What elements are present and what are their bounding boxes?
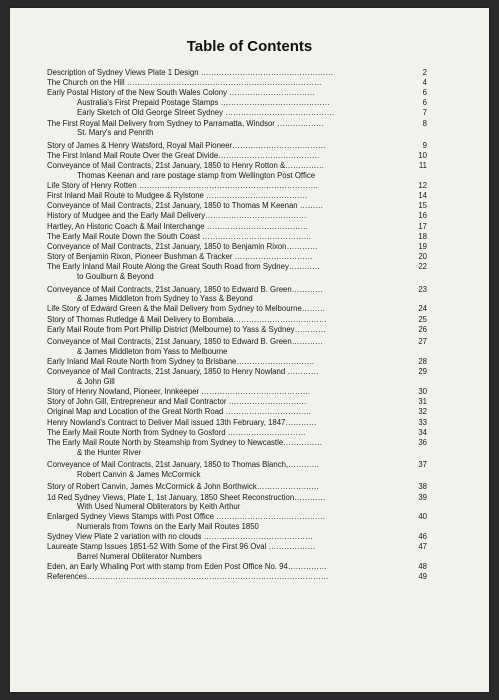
- toc-page-number: 37: [418, 460, 427, 470]
- toc-entry-title: Conveyance of Mail Contracts, 21st January, 1850 to Edward B. Green…………: [47, 337, 323, 347]
- toc-entry: [47, 262, 427, 281]
- toc-entry: [47, 337, 427, 356]
- toc-page-number: 2: [422, 67, 427, 77]
- toc-entry: [47, 324, 427, 335]
- toc-entry-title: Eden, an Early Whaling Port with stamp from Eden Post Office No. 94……………: [47, 562, 327, 572]
- toc-page-number: 26: [418, 324, 427, 334]
- toc-entry-title: Conveyance of Mail Contracts, 21st January, 1850 to Henry Rotton &……………: [47, 161, 325, 171]
- toc-entry-title: Description of Sydney Views Plate 1 Design ……………………………………………: [47, 67, 334, 77]
- toc-entry: [47, 67, 427, 78]
- toc-page-number: 33: [418, 417, 427, 427]
- toc-page-number: 49: [418, 572, 427, 582]
- toc-entry: [47, 211, 427, 221]
- toc-entry: [47, 562, 427, 572]
- toc-entry-continuation: With Used Numeral Obliterators by Keith Arthur: [77, 502, 241, 512]
- toc-entry: [47, 150, 427, 161]
- toc-entry: [47, 357, 427, 367]
- toc-entry-title: Life Story of Edward Green & the Mail Delivery from Sydney to Melbourne………: [47, 304, 326, 314]
- toc-page-number: 32: [418, 407, 427, 417]
- toc-entry-title: Sydney View Plate 2 variation with no clouds ……………………………………: [47, 532, 313, 542]
- toc-page-number: 30: [418, 387, 427, 397]
- toc-entry: [47, 231, 427, 242]
- toc-page-number: 46: [418, 532, 427, 542]
- toc-entry: [47, 417, 427, 428]
- toc-page-number: 6: [422, 98, 427, 108]
- toc-entry: [47, 108, 427, 118]
- toc-entry-title: First Inland Mail Route to Mudgee & Rylstone …………………………………: [47, 191, 308, 201]
- toc-entry: [47, 314, 427, 325]
- toc-page-number: 6: [422, 87, 427, 97]
- toc-page-number: 24: [418, 304, 427, 314]
- toc-entry: [47, 460, 427, 479]
- toc-entry-continuation: & James Middleton from Sydney to Yass & Beyond: [77, 294, 253, 304]
- toc-page-number: 8: [422, 118, 427, 128]
- toc-entry: [47, 98, 427, 108]
- toc-entry: [47, 140, 427, 151]
- toc-entry-title: The First Royal Mail Delivery from Sydney to Parramatta, Windsor ………………: [47, 118, 324, 128]
- toc-entry: [47, 397, 427, 407]
- toc-entry-title: References…………………………………………………………………………………: [47, 572, 329, 582]
- toc-page-number: 14: [418, 191, 427, 201]
- toc-entry-title: The First Inland Mail Route Over the Great Divide…………………………………: [47, 150, 320, 160]
- toc-page-number: 27: [418, 337, 427, 347]
- toc-entry-title: Early Inland Mail Route North from Sydney to Brisbane…………………………: [47, 357, 315, 367]
- toc-entry: [47, 118, 427, 138]
- toc-page-number: 12: [418, 180, 427, 190]
- toc-entry-title: Story of Benjamin Rixon, Pioneer Bushman & Tracker …………………………: [47, 252, 313, 262]
- toc-entry-title: Early Sketch of Old George Street Sydney ……………………………………: [77, 108, 335, 118]
- toc-entry-title: Early Postal History of the New South Wales Colony ……………………………: [47, 87, 315, 97]
- toc-entry-continuation: & John Gill: [77, 376, 115, 386]
- toc-page-number: 31: [418, 397, 427, 407]
- toc-entry-continuation: & the Hunter River: [77, 447, 142, 457]
- toc-page-number: 36: [418, 438, 427, 447]
- toc-page-number: 23: [418, 284, 427, 294]
- toc-entry-title: Story of Robert Canvin, James McCormick & John Borthwick……………………: [47, 482, 320, 492]
- toc-page-number: 22: [418, 262, 427, 272]
- toc-entry-continuation: Numerals from Towns on the Early Mail Routes 1850: [77, 521, 259, 531]
- toc-entry-title: Conveyance of Mail Contracts, 21st January, 1850 to Edward B. Green…………: [47, 284, 323, 294]
- toc-page-number: 10: [418, 150, 427, 160]
- toc-page-number: 48: [418, 562, 427, 572]
- toc-entry-title: The Early Inland Mail Route Along the Great South Road from Sydney…………: [47, 262, 321, 272]
- toc-entry: [47, 407, 427, 417]
- toc-entry: [47, 438, 427, 457]
- toc-entry: [47, 512, 427, 531]
- toc-entry-title: The Early Mail Route North from Sydney to Gosford …………………………: [47, 427, 306, 437]
- toc-entry: [47, 284, 427, 304]
- page-title: Table of Contents: [186, 38, 313, 55]
- toc-entry-title: Laureate Stamp Issues 1851-52 With Some of the First 96 Oval ………………: [47, 542, 316, 552]
- toc-entry-title: The Early Mail Route North by Steamship from Sydney to Newcastle……………: [47, 438, 323, 447]
- toc-page-number: 7: [422, 108, 427, 118]
- toc-entry: [47, 161, 427, 180]
- toc-page-number: 38: [418, 482, 427, 492]
- toc-page-number: 39: [418, 492, 427, 502]
- toc-entry-continuation: Thomas Keenan and rare postage stamp from Wellington Post Office: [77, 170, 316, 180]
- document-page: [10, 8, 489, 692]
- toc-page-number: 29: [418, 367, 427, 377]
- toc-page-number: 34: [418, 427, 427, 437]
- toc-entry: [47, 252, 427, 262]
- toc-page-number: 40: [418, 512, 427, 522]
- toc-entry-title: Conveyance of Mail Contracts, 21st January, 1850 to Henry Nowland …………: [47, 367, 319, 377]
- toc-entry: [47, 387, 427, 397]
- toc-entry-title: Enlarged Sydney Views Stamps with Post Office ……………………………………: [47, 512, 326, 522]
- toc-entry-title: History of Mudgee and the Early Mail Delivery…………………………………: [47, 211, 307, 221]
- toc-entry-title: Conveyance of Mail Contracts, 21st January, 1850 to Thomas M Keenan ………: [47, 201, 324, 211]
- toc-entry: [47, 242, 427, 252]
- toc-entry: [47, 482, 427, 492]
- toc-entry: [47, 221, 427, 232]
- toc-entry: [47, 201, 427, 211]
- toc-entry-title: Conveyance of Mail Contracts, 21st January, 1850 to Thomas Blanch,…………: [47, 460, 320, 470]
- toc-page-number: 9: [422, 140, 427, 150]
- toc-entry-title: 1d Red Sydney Views, Plate 1, 1st January, 1850 Sheet Reconstruction…………: [47, 492, 326, 502]
- toc-entry-title: Conveyance of Mail Contracts, 21st January, 1850 to Benjamin Rixon…………: [47, 242, 318, 251]
- toc-entry: [47, 77, 427, 88]
- toc-entry-title: Henry Nowland's Contract to Deliver Mail issued 13th February, 1847…………: [47, 417, 317, 427]
- toc-entry-continuation: Barrel Numeral Obliterator Numbers: [77, 551, 202, 561]
- toc-entry-title: Hartley, An Historic Coach & Mail Interchange …………………………………: [47, 221, 309, 231]
- toc-entry-title: Early Mail Route from Port Phillip District (Melbourne) to Yass & Sydney…………: [47, 324, 326, 334]
- toc-entry: [47, 87, 427, 98]
- toc-page-number: 18: [418, 231, 427, 241]
- toc-entry: [47, 542, 427, 561]
- toc-entry-continuation: & James Middleton from Yass to Melbourne: [77, 346, 228, 356]
- toc-page-number: 19: [418, 242, 427, 251]
- table-of-contents: [47, 67, 427, 582]
- toc-entry: [47, 367, 427, 386]
- toc-entry-title: Story of James & Henry Watsford, Royal Mail Pioneer………………………………: [47, 140, 326, 150]
- toc-entry-title: Story of Thomas Rutledge & Mail Delivery to Bombala………………………………: [47, 314, 327, 324]
- toc-entry: [47, 180, 427, 191]
- toc-entry: [47, 191, 427, 201]
- toc-page-number: 20: [418, 252, 427, 262]
- toc-entry-continuation: to Goulburn & Beyond: [77, 271, 154, 281]
- toc-page-number: 11: [418, 161, 427, 171]
- toc-entry: [47, 427, 427, 438]
- toc-entry-continuation: St. Mary's and Penrith: [77, 128, 154, 138]
- toc-entry-continuation: Robert Canvin & James McCormick: [77, 469, 201, 479]
- toc-page-number: 4: [422, 77, 427, 87]
- toc-entry-title: Story of John Gill, Entrepreneur and Mail Contractor …………………………: [47, 397, 307, 407]
- toc-page-number: 17: [418, 221, 427, 231]
- toc-entry: [47, 532, 427, 542]
- toc-entry-title: The Early Mail Route Down the South Coast ……………………………………: [47, 231, 312, 241]
- toc-entry-title: The Church on the Hill …………………………………………………………………: [47, 77, 322, 87]
- toc-page-number: 47: [418, 542, 427, 552]
- toc-entry-title: Original Map and Location of the Great North Road ……………………………: [47, 407, 312, 417]
- toc-page-number: 25: [418, 314, 427, 324]
- toc-entry: [47, 492, 427, 512]
- toc-entry-title: Australia's First Prepaid Postage Stamps ……………………………………: [77, 98, 330, 108]
- toc-page-number: 15: [418, 201, 427, 211]
- toc-entry: [47, 304, 427, 314]
- toc-entry-title: Story of Henry Nowland, Pioneer, Innkeeper ……………………………………: [47, 387, 311, 397]
- toc-page-number: 28: [418, 357, 427, 367]
- toc-page-number: 16: [418, 211, 427, 221]
- toc-entry: [47, 572, 427, 582]
- toc-entry-title: Life Story of Henry Rotten ……………………………………………………………: [47, 180, 319, 190]
